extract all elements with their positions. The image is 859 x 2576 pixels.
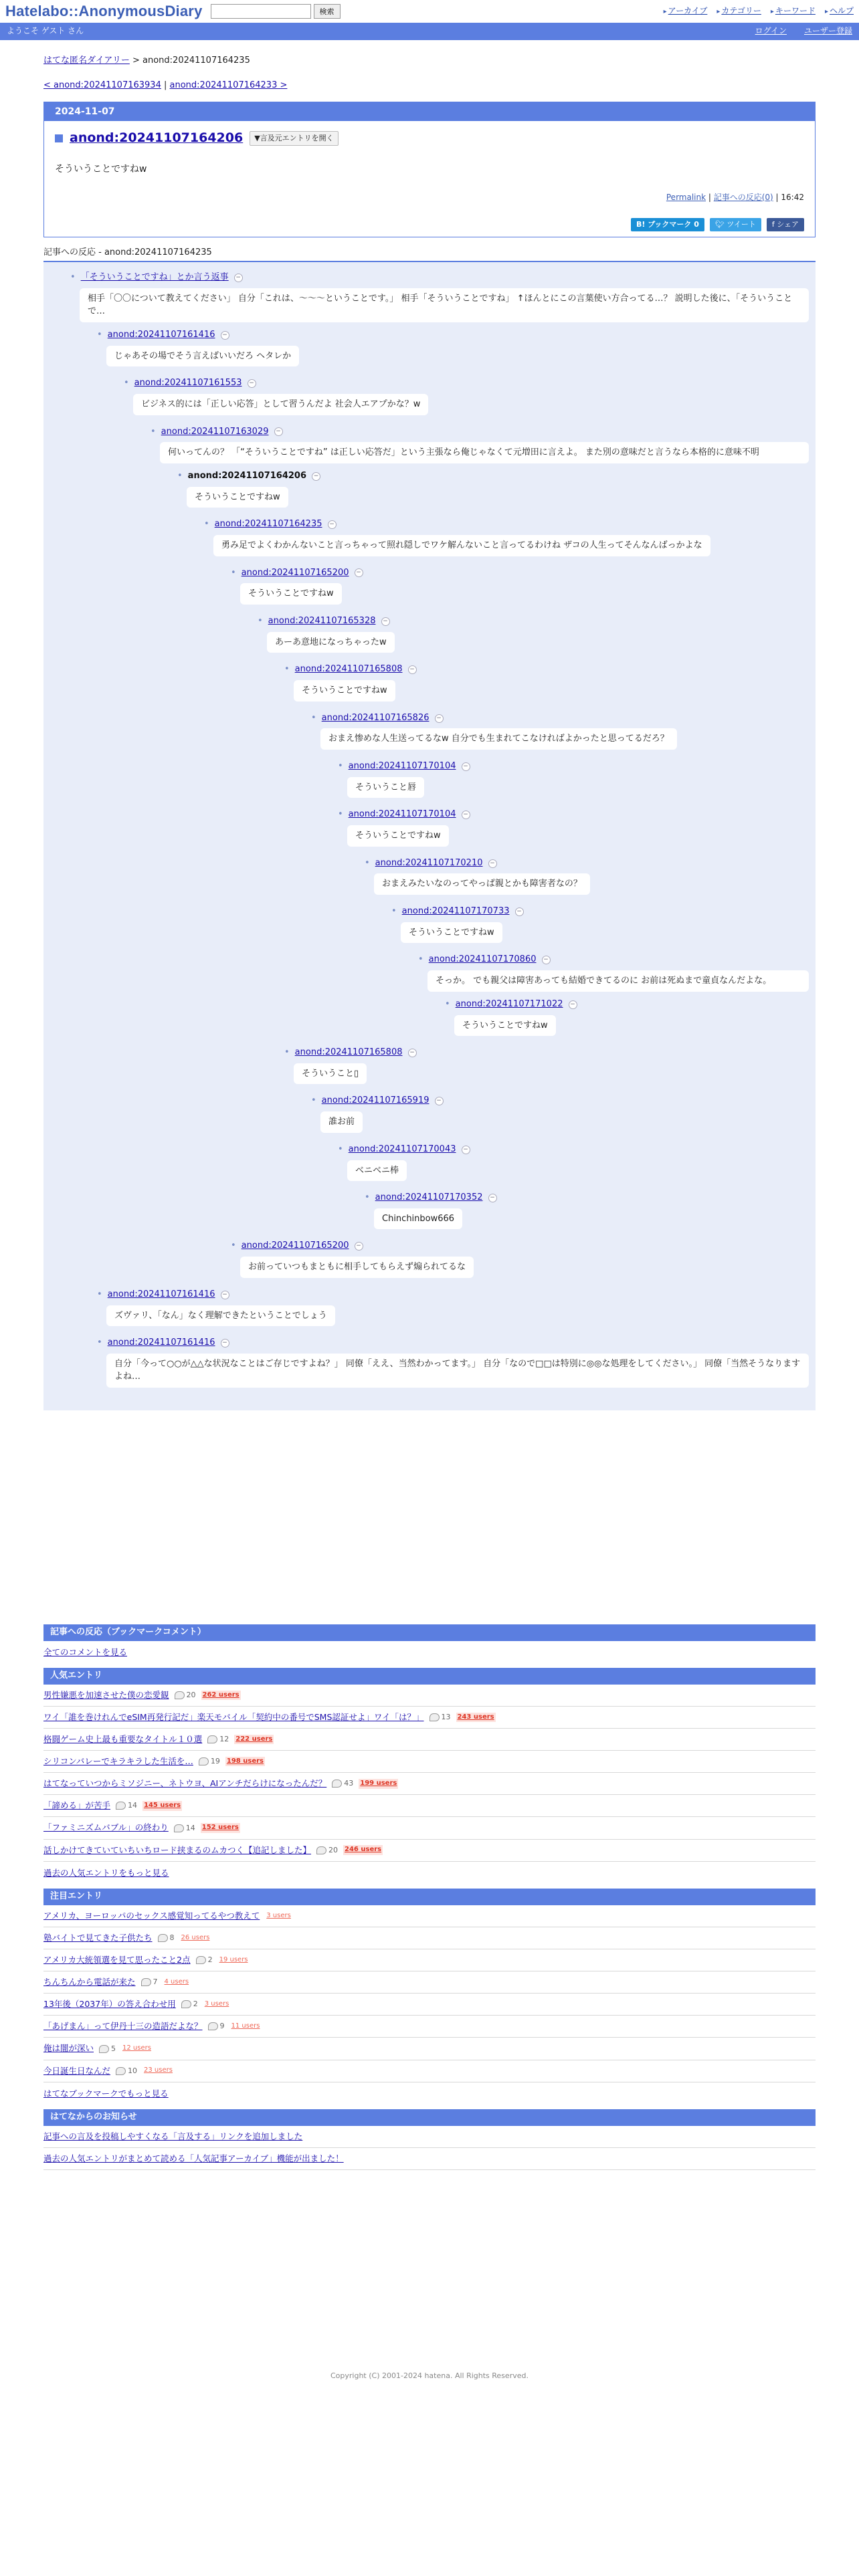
reaction-tree: [43, 262, 816, 1410]
collapse-toggle-icon[interactable]: −: [435, 1097, 444, 1105]
reaction-header: [311, 712, 809, 725]
square-bullet-icon: [55, 134, 63, 142]
reaction-id-link[interactable]: • anond:20241107163029: [161, 426, 269, 437]
reaction-text: おまえみたいなのってやっぱ親とかも障害者なの？: [374, 873, 590, 895]
reaction-node: [258, 615, 809, 659]
collapse-toggle-icon[interactable]: −: [435, 714, 444, 723]
tweet-button[interactable]: [710, 218, 761, 231]
reaction-text: そういうこと▯: [294, 1063, 367, 1085]
reaction-id-link[interactable]: • anond:20241107161416: [107, 1337, 215, 1348]
reaction-text: そういうことですねw: [240, 583, 342, 605]
collapse-toggle-icon[interactable]: −: [248, 379, 256, 388]
reaction-node: [311, 712, 809, 756]
reaction-text: お前っていつもまともに相手してもらえず煽られてるな: [240, 1257, 474, 1278]
tweet-label: ツイート: [727, 220, 756, 229]
collapse-toggle-icon[interactable]: −: [488, 1194, 497, 1202]
attention-item: [43, 2016, 816, 2038]
collapse-toggle-icon[interactable]: −: [569, 1000, 577, 1009]
reaction-header: [70, 272, 809, 284]
reaction-id-link[interactable]: • anond:20241107165200: [241, 567, 349, 578]
popular-item: [43, 1751, 816, 1773]
attention-list: [43, 1905, 816, 2082]
reaction-id-link[interactable]: • anond:20241107170860: [428, 954, 537, 965]
top-nav: [664, 5, 854, 17]
reaction-node: [365, 1192, 809, 1236]
comment-count-badge: 20: [316, 1845, 338, 1856]
popular-item-link[interactable]: 格闘ゲーム史上最も重要なタイトル１０選: [43, 1733, 203, 1744]
attention-item-link[interactable]: ちんちんから電話が来た: [43, 1977, 136, 1988]
reaction-node: [338, 760, 809, 804]
reaction-text: そういうことですねw: [294, 680, 395, 702]
attention-item-link[interactable]: 「あげまん」って伊丹十三の造語だよな？: [43, 2021, 203, 2032]
attention-item-link[interactable]: アメリカ大統領選を見て思ったこと2点: [43, 1954, 191, 1965]
reaction-header: [338, 809, 809, 821]
reaction-text: じゃあその場でそう言えばいいだろ ヘタレか: [106, 346, 299, 367]
reaction-text: あーあ意地になっちゃったw: [267, 632, 395, 653]
collapse-toggle-icon[interactable]: −: [221, 331, 229, 340]
breadcrumb-separator: >: [129, 56, 143, 66]
reaction-text: Chinchinbow666: [374, 1208, 462, 1230]
attention-item-link[interactable]: 俺は闇が深い: [43, 2043, 94, 2054]
comment-count-badge: 9: [208, 2021, 225, 2032]
bookmark-users-badge[interactable]: 222 users: [234, 1735, 274, 1745]
entry-body-text: そういうことですねw: [55, 163, 147, 175]
news-link[interactable]: 過去の人気エントリがまとめて読める「人気記事アーカイブ」機能が出ました！: [43, 2153, 344, 2163]
entry-box: [43, 102, 816, 237]
news-item: [43, 2126, 816, 2148]
comment-count-badge: 13: [430, 1712, 451, 1723]
reaction-header: [284, 663, 809, 676]
reaction-text: ズヴァリ、「なん」なく理解できたということでしょう: [106, 1305, 335, 1327]
reaction-id-link[interactable]: • anond:20241107170352: [375, 1192, 483, 1203]
popular-item: [43, 1707, 816, 1729]
comment-count-badge: 8: [158, 1933, 175, 1943]
comment-count-badge: 43: [332, 1778, 353, 1789]
reaction-text: 誰お前: [320, 1111, 363, 1133]
reaction-text: そういうこと唇: [347, 777, 424, 798]
prev-entry-link[interactable]: < anond:20241107163934: [43, 80, 161, 90]
reaction-node: [97, 1337, 809, 1388]
reaction-node: [418, 954, 809, 991]
reaction-text: ベニベニ棒: [347, 1160, 407, 1182]
reaction-header: [418, 954, 809, 966]
reaction-text: そういうことですねw: [401, 922, 502, 944]
attention-item: [43, 1949, 816, 1971]
collapse-toggle-icon[interactable]: −: [381, 617, 390, 626]
breadcrumb: [43, 55, 816, 68]
reaction-header: [97, 1337, 809, 1350]
reaction-header: [231, 567, 809, 580]
open-ref-entry-button[interactable]: ▼言及元エントリを開く: [250, 131, 338, 146]
attention-item: [43, 1905, 816, 1927]
bookmark-users-badge[interactable]: 3 users: [204, 2000, 229, 2008]
attention-more-row: [43, 2082, 816, 2105]
reaction-header: [365, 857, 809, 870]
news-link[interactable]: 記事への言及を投稿しやすくなる「言及する」リンクを追加しました: [43, 2131, 303, 2141]
collapse-toggle-icon[interactable]: −: [221, 1291, 229, 1299]
reaction-text: そっか。 でも親父は障害あっても結婚できてるのに お前は死ぬまで童貞なんだよな。: [427, 970, 809, 992]
popular-item-link[interactable]: 「ファミニズムバブル」の終わり: [43, 1822, 169, 1833]
bookmark-users-badge[interactable]: 198 users: [225, 1757, 265, 1767]
attention-item: [43, 2038, 816, 2060]
popular-item-link[interactable]: 話しかけてきていていちいちロード挟まるのムカつく【追記しました】: [43, 1844, 312, 1855]
attention-item: [43, 1994, 816, 2016]
collapse-toggle-icon[interactable]: −: [328, 520, 337, 529]
attention-item: [43, 1971, 816, 1994]
collapse-toggle-icon[interactable]: −: [234, 274, 243, 282]
permalink-link[interactable]: Permalink: [666, 192, 706, 202]
reaction-node: [338, 809, 809, 853]
collapse-toggle-icon[interactable]: −: [542, 956, 551, 964]
bird-icon: 🐦︎: [714, 220, 727, 229]
bookmark-users-badge[interactable]: 152 users: [201, 1823, 240, 1833]
attention-item: [43, 2060, 816, 2082]
site-logo[interactable]: Hatelabo::AnonymousDiary: [5, 3, 203, 20]
reaction-node: [284, 1047, 809, 1091]
popular-item: [43, 1840, 816, 1862]
share-bar: [55, 218, 804, 231]
all-comments-link[interactable]: 全てのコメントを見る: [43, 1646, 128, 1657]
main-content: [43, 40, 816, 2381]
reaction-header: [365, 1192, 809, 1204]
search-input[interactable]: [211, 4, 311, 19]
breadcrumb-home[interactable]: はてな匿名ダイアリー: [43, 56, 130, 66]
reaction-id-link[interactable]: • anond:20241107161416: [107, 329, 215, 340]
copyright: Copyright (C) 2001-2024 hatena. All Rights Reserved.: [330, 2371, 529, 2380]
popular-item-link[interactable]: 「諦める」が苦手: [43, 1800, 111, 1811]
popular-item: [43, 1685, 816, 1707]
collapse-toggle-icon[interactable]: −: [312, 472, 320, 481]
nav-archive[interactable]: ▸ アーカイブ: [664, 5, 708, 17]
reaction-id-link[interactable]: • anond:20241107170043: [348, 1144, 456, 1154]
reaction-text: そういうことですねw: [187, 487, 288, 508]
reaction-text: そういうことですねw: [347, 825, 449, 847]
reaction-id-link[interactable]: • anond:20241107165808: [294, 664, 403, 675]
reaction-header: [231, 1240, 809, 1253]
comment-count-badge: 2: [181, 1999, 198, 2010]
reactions-link[interactable]: 記事への反応(0): [713, 192, 773, 202]
reaction-text: 相手「〇〇について教えてください」 自分「これは、〜〜〜ということです。」 相手「そういうことですね」 ↑ほんとにこの言葉使い方合ってる…？ 説明した後に、「そういうことで…: [80, 288, 809, 322]
bookmark-users-badge[interactable]: 246 users: [343, 1845, 383, 1855]
all-comments-row: [43, 1641, 816, 1664]
attention-item-link[interactable]: 塾バイトで見てきた子供たち: [43, 1932, 153, 1943]
reaction-header: [391, 905, 809, 918]
reaction-id-link[interactable]: • anond:20241107165328: [268, 615, 376, 626]
reaction-node: [391, 905, 809, 950]
popular-item-link[interactable]: ワイ「誰を巻けれんでeSIM再発行記だ」楽天モバイル「契約中の番号でSMS認証せよ」ワイ「は？」: [43, 1711, 424, 1722]
reaction-node: [151, 426, 809, 463]
popular-more-row: [43, 1862, 816, 1885]
welcome-text: ようこそ ゲスト さん: [7, 26, 84, 36]
collapse-toggle-icon[interactable]: −: [274, 427, 283, 436]
comment-count-badge: 2: [196, 1955, 213, 1965]
reaction-node: [284, 663, 809, 708]
attention-item: [43, 1927, 816, 1949]
reaction-id-link[interactable]: • anond:20241107161416: [107, 1289, 215, 1299]
register-link[interactable]: ユーザー登録: [803, 26, 852, 36]
bookmark-users-badge[interactable]: 199 users: [359, 1779, 398, 1789]
bookmark-users-badge[interactable]: 262 users: [201, 1691, 241, 1701]
pager-separator: |: [161, 80, 170, 90]
reaction-text: おまえ惨めな人生送ってるなw 自分でも生まれてこなければよかったと思ってるだろ？: [320, 728, 677, 750]
reaction-header: [124, 377, 809, 390]
reaction-id-link[interactable]: • anond:20241107165200: [241, 1241, 349, 1251]
reaction-node: [311, 1095, 809, 1139]
collapse-toggle-icon[interactable]: −: [515, 907, 524, 916]
collapse-toggle-icon[interactable]: −: [355, 1242, 363, 1251]
comment-count-badge: 12: [207, 1734, 229, 1745]
reaction-id-link[interactable]: • anond:20241107161553: [134, 378, 242, 389]
bookmark-users-badge[interactable]: 23 users: [144, 2066, 173, 2074]
attention-section-title: 注目エントリ: [43, 1889, 816, 1905]
reaction-text: 自分「今って○○が△△な状況なことはご存じですよね？」 同僚「ええ、当然わかってます。」 自分「なので□□は特別に◎◎な処理をしてください。」 同僚「当然そうなりますよね…: [106, 1354, 809, 1388]
collapse-toggle-icon[interactable]: −: [408, 665, 417, 674]
popular-item: [43, 1795, 816, 1817]
popular-item: [43, 1773, 816, 1795]
news-item: [43, 2148, 816, 2170]
reaction-header: [97, 1289, 809, 1301]
reactions-heading: 記事への反応 - anond:20241107164235: [43, 247, 816, 262]
reaction-text: 勇み足でよくわかんないこと言っちゃって照れ隠しでワケ解んないこと言ってるわけね ザコの人生ってそんなんばっかよな: [213, 535, 710, 556]
news-section-title: はてなからのお知らせ: [43, 2109, 816, 2126]
popular-list: [43, 1685, 816, 1862]
comment-count-badge: 5: [99, 2044, 116, 2054]
search-button[interactable]: 検索: [314, 4, 341, 19]
breadcrumb-current: anond:20241107164235: [142, 56, 250, 66]
attention-item-link[interactable]: アメリカ、ヨーロッパのセックス感覚知ってるやつ教えて: [43, 1910, 260, 1921]
attention-more-link[interactable]: はてなブックマークでもっと見る: [43, 2088, 169, 2099]
bookmark-users-badge[interactable]: 26 users: [181, 1933, 210, 1941]
collapse-toggle-icon[interactable]: −: [221, 1339, 229, 1348]
reaction-id-link[interactable]: • anond:20241107170210: [375, 857, 483, 868]
comment-count-badge: 19: [199, 1756, 220, 1767]
reaction-node: [70, 272, 809, 322]
reaction-header: [177, 470, 809, 483]
spacer: [43, 1410, 816, 1611]
nav-help[interactable]: ▸ ヘルプ: [825, 5, 854, 17]
attention-item-link[interactable]: 13年後（2037年）の答え合わせ用: [43, 1999, 176, 2010]
comment-count-badge: 14: [174, 1823, 195, 1834]
reaction-node: [365, 857, 809, 901]
reaction-id-link[interactable]: • anond:20241107171022: [455, 998, 563, 1009]
popular-item: [43, 1729, 816, 1751]
reaction-node: [445, 998, 809, 1043]
reaction-header: [258, 615, 809, 628]
reaction-id-link[interactable]: • 「そういうことですね」とか言う返事: [80, 272, 229, 282]
nav-keyword[interactable]: ▸ キーワード: [771, 5, 816, 17]
reaction-id-link[interactable]: • anond:20241107165826: [321, 712, 430, 723]
popular-section-title: 人気エントリ: [43, 1668, 816, 1685]
reaction-header: [204, 518, 809, 531]
reaction-node: [97, 1289, 809, 1333]
entry-title[interactable]: anond:20241107164206: [70, 130, 244, 145]
comment-count-badge: 20: [175, 1690, 196, 1701]
entry-title-row: [55, 129, 804, 148]
facebook-share-button[interactable]: [767, 218, 804, 231]
reaction-node: [204, 518, 809, 562]
reaction-header: [445, 998, 809, 1011]
entry-date: 2024-11-07: [44, 102, 815, 121]
collapse-toggle-icon[interactable]: −: [355, 568, 363, 577]
collapse-toggle-icon[interactable]: −: [488, 859, 497, 868]
bookmark-users-badge[interactable]: 3 users: [266, 1911, 291, 1919]
nav-category[interactable]: ▸ カテゴリー: [717, 5, 761, 17]
share-label: シェア: [777, 220, 799, 229]
reaction-id-link[interactable]: • anond:20241107164235: [214, 519, 322, 530]
bookmark-section-title: 記事への反応（ブックマークコメント）: [43, 1624, 816, 1641]
reaction-node: [124, 377, 809, 421]
reaction-node: [338, 1144, 809, 1188]
reaction-id-link: • anond:20241107164206: [187, 470, 307, 481]
collapse-toggle-icon[interactable]: −: [462, 1146, 470, 1154]
reaction-id-link[interactable]: • anond:20241107170104: [348, 809, 456, 820]
reaction-header: [151, 426, 809, 439]
reaction-text: ビジネス的には「正しい応答」として習うんだよ 社会人エアプかな？w: [133, 394, 428, 415]
bookmark-users-badge[interactable]: 243 users: [456, 1713, 496, 1723]
bookmark-users-badge[interactable]: 19 users: [219, 1955, 248, 1963]
next-entry-link[interactable]: anond:20241107164233 >: [169, 80, 288, 90]
reaction-id-link[interactable]: • anond:20241107170733: [401, 905, 510, 916]
reaction-node: [231, 567, 809, 611]
comment-count-badge: 7: [141, 1977, 158, 1988]
collapse-toggle-icon[interactable]: −: [462, 762, 470, 771]
reaction-header: [284, 1047, 809, 1059]
login-link[interactable]: ログイン: [755, 26, 787, 36]
top-bar: [0, 0, 859, 23]
reaction-header: [97, 329, 809, 342]
entry-time: 16:42: [781, 192, 804, 202]
reaction-text: 何いってんの？ 「“そういうことですね” は正しい応答だ」という主張なら俺じゃなくて元増田に言えよ。 また別の意味だと言うなら本格的に意味不明: [160, 442, 809, 463]
popular-item-link[interactable]: シリコンバレーでキラキラした生活を…: [43, 1756, 193, 1767]
reaction-header: [311, 1095, 809, 1107]
hatena-bookmark-button[interactable]: B! ブックマーク 0: [631, 218, 704, 231]
comment-count-badge: 14: [116, 1800, 137, 1811]
bookmark-users-badge[interactable]: 12 users: [122, 2044, 151, 2052]
reaction-header: [338, 760, 809, 773]
bookmark-users-badge[interactable]: 145 users: [142, 1801, 182, 1811]
attention-item-link[interactable]: 今日誕生日なんだ: [43, 2065, 111, 2076]
popular-item: [43, 1817, 816, 1839]
reaction-node: [177, 470, 809, 514]
user-bar: [0, 23, 859, 40]
collapse-toggle-icon[interactable]: −: [462, 811, 470, 819]
reaction-node: [97, 329, 809, 373]
popular-item-link[interactable]: はてなっていつからミソジニー、ネトウヨ、AIアンチだらけになったんだ？: [43, 1778, 327, 1789]
reaction-id-link[interactable]: • anond:20241107165808: [294, 1047, 403, 1057]
reaction-node: [231, 1240, 809, 1284]
popular-item-link[interactable]: 男性嫌悪を加速させた僕の恋愛観: [43, 1689, 169, 1700]
entry-footer: Permalink | 記事への反応(0) | 16:42: [666, 192, 804, 202]
reaction-id-link[interactable]: • anond:20241107165919: [321, 1095, 430, 1106]
reaction-id-link[interactable]: • anond:20241107170104: [348, 760, 456, 771]
popular-more-link[interactable]: 過去の人気エントリをもっと見る: [43, 1867, 169, 1878]
comment-count-badge: 10: [116, 2066, 137, 2076]
entry-pager: [43, 80, 816, 92]
reaction-header: [338, 1144, 809, 1156]
facebook-icon: f: [771, 220, 777, 229]
bookmark-users-badge[interactable]: 11 users: [231, 2022, 260, 2030]
reaction-text: そういうことですねw: [454, 1015, 556, 1037]
collapse-toggle-icon[interactable]: −: [408, 1049, 417, 1057]
bookmark-users-badge[interactable]: 4 users: [164, 1977, 189, 1985]
